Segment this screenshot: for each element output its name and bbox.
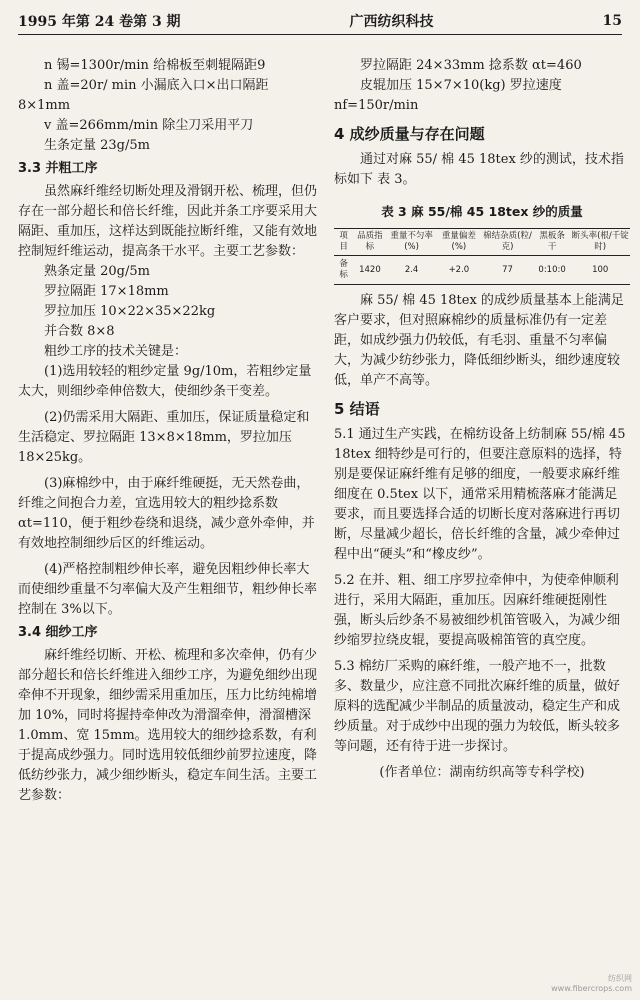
- table-header: 黑板条 干: [534, 229, 571, 256]
- page-number: 15: [602, 13, 622, 29]
- watermark: [551, 974, 632, 994]
- param-line: 并合数 8×8: [44, 324, 115, 339]
- left-column: [18, 56, 318, 806]
- table-title: 表 3 麻 55/棉 45 18tex 纱的质量: [381, 204, 583, 219]
- table-cell: 0:10:0: [534, 256, 571, 285]
- journal-title: 广西纺织科技: [349, 14, 434, 30]
- param-line: n 盖=20r/ min 小漏底入口×出口隔距: [44, 78, 269, 93]
- param-line: 罗拉隔距 24×33mm 捻系数 αt=460: [360, 58, 582, 73]
- quality-table: [334, 228, 630, 285]
- param-line: n 锡=1300r/min 给棉板至刺辊隔距9: [44, 58, 266, 73]
- param-line: 罗拉加压 10×22×35×22kg: [44, 304, 216, 319]
- author-affiliation: (作者单位：湖南纺织高等专科学校): [379, 765, 585, 780]
- table-header: 项 目: [334, 229, 353, 256]
- journal-issue: 1995 年第 24 卷第 3 期: [18, 14, 181, 30]
- param-line: v 盖=266mm/min 除尘刀采用平刀: [44, 118, 254, 133]
- param-line: 生条定量 23g/5m: [44, 138, 150, 153]
- table-cell: 77: [481, 256, 534, 285]
- paragraph: 5.1 通过生产实践，在棉纺设备上纺制麻 55/棉 45 18tex 细特纱是可行的，但要注意原料的选择，特别是要保证麻纤维有足够的细度，一般要求麻纤维细度在 0.5tex 以下，通常采用精梳落麻才能满足要求，而且要选择合适的切断长度对落麻进行再切断，尽量减少超长，倍长纤维的含量，减少牵伸过程中出“硬头”和“橡皮纱”。: [334, 427, 626, 562]
- table-header: 断头率(根/千锭时): [570, 229, 630, 256]
- table-cell: 1420: [353, 256, 386, 285]
- param-line: 熟条定量 20g/5m: [44, 264, 150, 279]
- paragraph: 虽然麻纤维经切断处理及滑钢开松、梳理，但仍存在一部分超长和倍长纤维，因此并条工序要采用大隔距、重加压，这样达到既能拉断纤维，又能有效地控制短纤维运动，提高条干水平。主要工艺参数：: [18, 184, 318, 259]
- paragraph: 通过对麻 55/ 棉 45 18tex 纱的测试，技术指标如下 表 3。: [334, 152, 624, 187]
- right-column: [334, 56, 630, 783]
- table-header: 品质指标: [353, 229, 386, 256]
- paragraph: 粗纱工序的技术关键是：: [44, 344, 188, 359]
- section-heading-3-4: 3.4 细纱工序: [18, 625, 98, 640]
- param-line: 8×1mm: [18, 98, 71, 113]
- paragraph: 麻 55/ 棉 45 18tex 的成纱质量基本上能满足客户要求，但对照麻棉纱的质量标准仍有一定差距，如成纱强力仍较低，有毛羽、重量不匀率偏大，为减少纺纱张力，降低细纱断头，细纱速度较低，单产不高等。: [334, 293, 624, 388]
- table-cell: 2.4: [387, 256, 437, 285]
- paragraph: 5.3 棉纺厂采购的麻纤维，一般产地不一，批数多、数量少，应注意不同批次麻纤维的质量，做好原料的选配减少半制品的质量波动，稳定生产和成纱质量。对于成纱中出现的强力为较低，断头较多等问题，还有待于进一步探讨。: [334, 659, 621, 754]
- table-header: 重量偏差(%): [437, 229, 482, 256]
- paragraph: (3)麻棉纱中，由于麻纤维硬挺，无天然卷曲，纤维之间抱合力差，宜选用较大的粗纱捻系数 αt=110，便于粗纱卷绕和退绕，减少意外牵伸，并有效地控制细纱后区的纤维运动。: [18, 476, 315, 551]
- paragraph: 麻纤维经切断、开松、梳理和多次牵伸，仍有少部分超长和倍长纤维进入细纱工序，为避免细纱出现牵伸不开现象，细纱需采用重加压，压力比纺纯棉增加 10%，同时将握持牵伸改为滑溜牵伸，滑溜槽深 1.0mm、宽 15mm。选用较大的细纱捻系数，有利于提高成纱强力。同时选用较低细纱前罗拉速度，降低纺纱张力，减少细纱断头，稳定车间生活。主要工艺参数：: [18, 648, 318, 803]
- paragraph: (1)选用较轻的粗纱定量 9g/10m，若粗纱定量太大，则细纱牵伸倍数大，使细纱条干变差。: [18, 364, 312, 399]
- table-header: 棉结杂质(粒/克): [481, 229, 534, 256]
- page-header: [18, 8, 622, 35]
- param-line: nf=150r/min: [334, 98, 419, 113]
- table-header-row: [334, 229, 630, 256]
- param-line: 皮辊加压 15×7×10(kg) 罗拉速度: [360, 78, 562, 93]
- paragraph: (2)仍需采用大隔距、重加压，保证质量稳定和生活稳定、罗拉隔距 13×8×18mm，罗拉加压 18×25kg。: [18, 410, 310, 465]
- section-heading-4: 4 成纱质量与存在问题: [334, 125, 485, 143]
- table-row: [334, 256, 630, 285]
- paragraph: (4)严格控制粗纱伸长率，避免因粗纱伸长率大而使细纱重量不匀率偏大及产生粗细节，粗纱伸长率控制在 3%以下。: [18, 562, 318, 617]
- section-heading-5: 5 结语: [334, 400, 380, 418]
- paragraph: 5.2 在并、粗、细工序罗拉牵伸中，为使牵伸顺利进行，采用大隔距，重加压。因麻纤维硬挺刚性强，断头后纱条不易被细纱机笛管吸入，为减少细纱缩罗拉绕皮辊，要提高吸棉笛管的真空度。: [334, 573, 621, 648]
- watermark-line: 纺织网: [608, 974, 632, 983]
- param-line: 罗拉隔距 17×18mm: [44, 284, 169, 299]
- section-heading-3-3: 3.3 并粗工序: [18, 161, 98, 176]
- table-cell: 100: [570, 256, 630, 285]
- table-header: 重量不匀率(%): [387, 229, 437, 256]
- table-cell: +2.0: [437, 256, 482, 285]
- table-cell: 备 标: [334, 256, 353, 285]
- watermark-url: www.fibercrops.com: [551, 984, 632, 993]
